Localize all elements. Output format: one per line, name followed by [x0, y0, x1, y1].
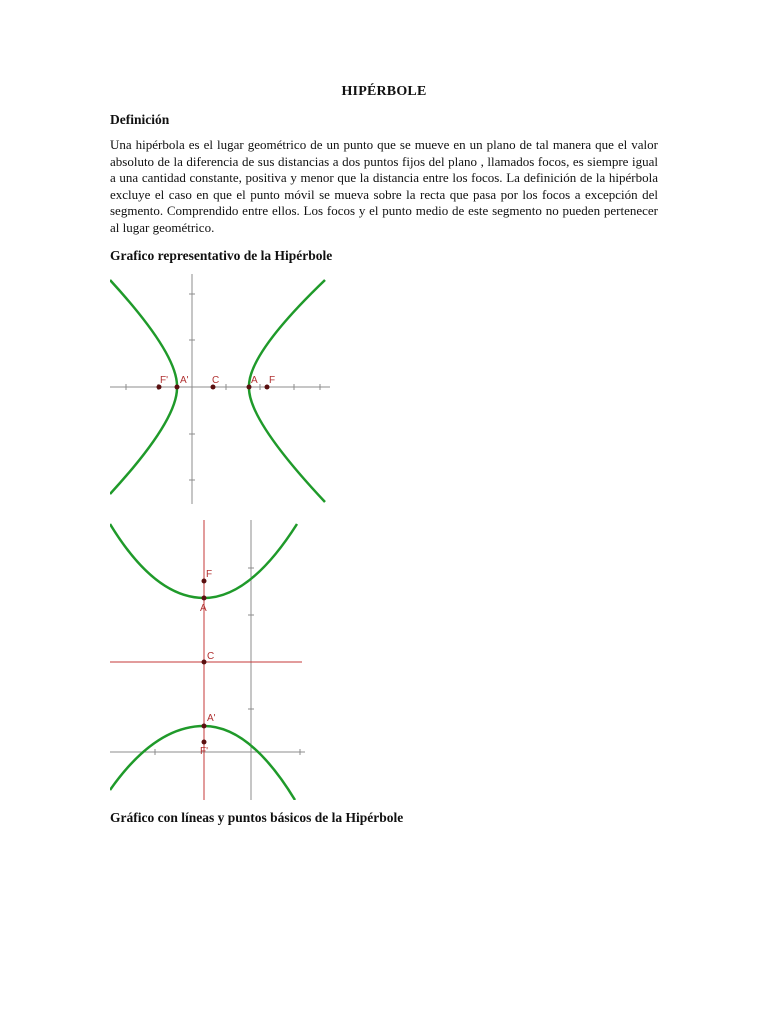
- hyperbola-horizontal-figure: [110, 274, 330, 504]
- document-title: HIPÉRBOLE: [341, 84, 427, 99]
- label-c: C: [207, 651, 215, 662]
- vertex-a-point: [202, 596, 207, 601]
- label-f-prime: F': [160, 375, 169, 386]
- definition-paragraph: Una hipérbola es el lugar geométrico de un punto que se mueve en un plano de tal manera que el valor absoluto de la diferencia de sus distancias a dos puntos fijos del plano , llamados focos, es siempre igual a una cantidad constante, positiva y menor que la distancia entre los focos. La definición de la hipérbola excluye el caso en que el punto móvil se mueva sobre la recta que pasa por los focos a excepción del segmento. Comprendido entre ellos. Los focos y el punto medio de este segmento no pueden pertenecer al lugar geométrico.: [110, 137, 658, 235]
- label-a-prime: A': [180, 375, 189, 386]
- focus-f-prime-point: [202, 740, 207, 745]
- label-a: A: [251, 375, 258, 386]
- label-a-prime: A': [207, 713, 216, 724]
- figure-caption: Gráfico con líneas y puntos básicos de la Hipérbole: [110, 810, 404, 825]
- vertex-a-prime-point: [202, 724, 207, 729]
- center-c-point: [202, 660, 207, 665]
- figure-heading: Grafico representativo de la Hipérbole: [110, 248, 333, 263]
- definition-heading: Definición: [110, 112, 170, 127]
- right-branch-curve: [249, 280, 325, 502]
- label-c: C: [212, 375, 220, 386]
- hyperbola-vertical-figure: [110, 520, 305, 800]
- label-f: F: [269, 375, 276, 386]
- vertex-a-prime-point: [175, 385, 180, 390]
- lower-branch-curve: [110, 726, 295, 800]
- label-a: A: [200, 603, 207, 614]
- label-f-prime: F': [200, 746, 209, 757]
- label-f: F: [206, 569, 213, 580]
